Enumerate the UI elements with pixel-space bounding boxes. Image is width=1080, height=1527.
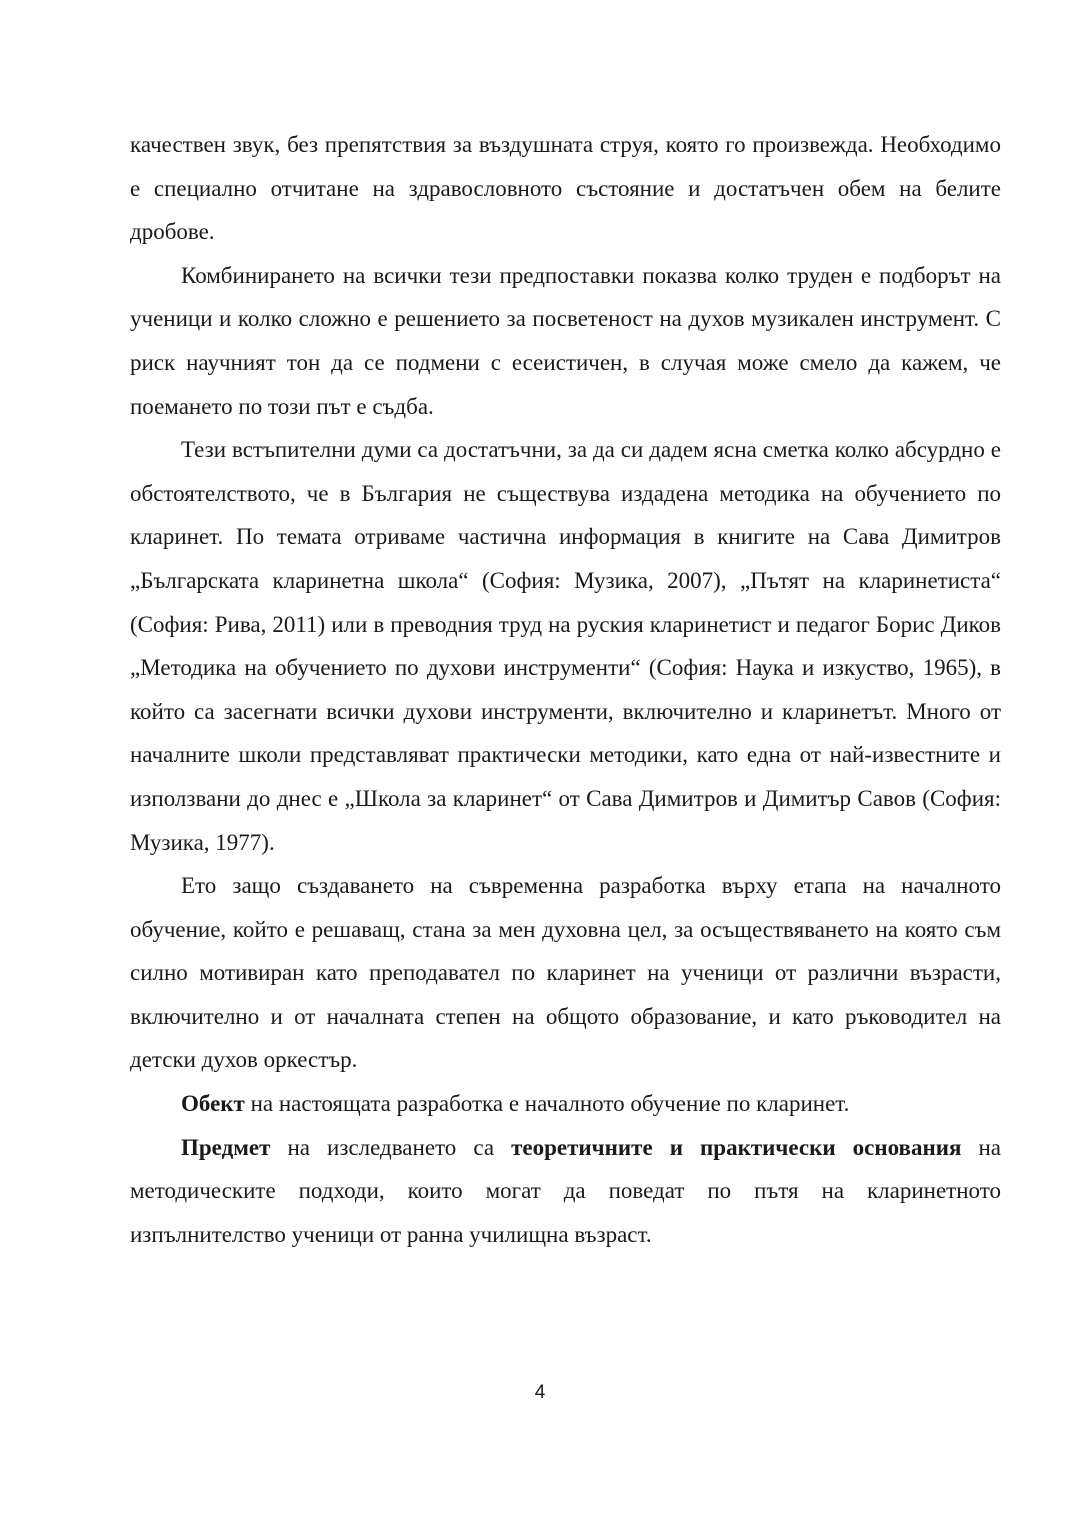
paragraph-literature-review: Тези встъпителни думи са достатъчни, за да си дадем ясна сметка колко абсурдно е обстоятелството, че в България не съществува издадена методика на обучението по кларинет. По темата отриваме частична информация в книгите на Сава Димитров „Българската кларинетна школа“ (София: Музика, 2007), „Пътят на кларинетиста“ (София: Рива, 2011) или в преводния труд на руския кларинетист и педагог Борис Диков „Методика на обучението по духови инструменти“ (София: Наука и изкуство, 1965), в който са засегнати всички духови инструменти, включително и кларинетът. Много от началните школи представляват практически методики, като една от най-известните и използвани до днес е „Школа за кларинет“ от Сава Димитров и Димитър Савов (София: Музика, 1977). — [130, 437, 1001, 855]
subject-term: Предмет — [181, 1134, 271, 1160]
object-description: на настоящата разработка е началното обучение по кларинет. — [244, 1091, 850, 1117]
page-number: 4 — [534, 1382, 546, 1403]
body-text — [130, 123, 1001, 1256]
paragraph-research-object — [130, 1082, 1001, 1126]
paragraph-prerequisites: Комбинирането на всички тези предпоставки показва колко труден е подборът на ученици и колко сложно е решението за посветеност на духов музикален инструмент. С риск научният тон да се подмени с есеистичен, в случая може смело да кажем, че поемането по този път е съдба. — [130, 262, 1001, 419]
subject-connector: на изследването са — [270, 1134, 512, 1160]
subject-description: на методическите подходи, които могат да поведат по пътя на кларинетното изпълнителство ученици от ранна училищна възраст. — [130, 1134, 1001, 1247]
paragraph-continuation: качествен звук, без препятствия за въздушната струя, която го произвежда. Необходимо е специално отчитане на здравословното състояние и достатъчен обем на белите дробове. — [130, 132, 1001, 245]
subject-emphasis: теоретичните и практически основания — [511, 1134, 962, 1160]
paragraph-research-subject — [130, 1126, 1001, 1257]
object-term: Обект — [181, 1091, 245, 1117]
paragraph-motivation: Ето защо създаването на съвременна разработка върху етапа на началното обучение, който е решаващ, стана за мен духовна цел, за осъществяването на която съм силно мотивиран като преподавател по кларинет на ученици от различни възрасти, включително и от началната степен на общото образование, и като ръководител на детски духов оркестър. — [130, 873, 1001, 1073]
